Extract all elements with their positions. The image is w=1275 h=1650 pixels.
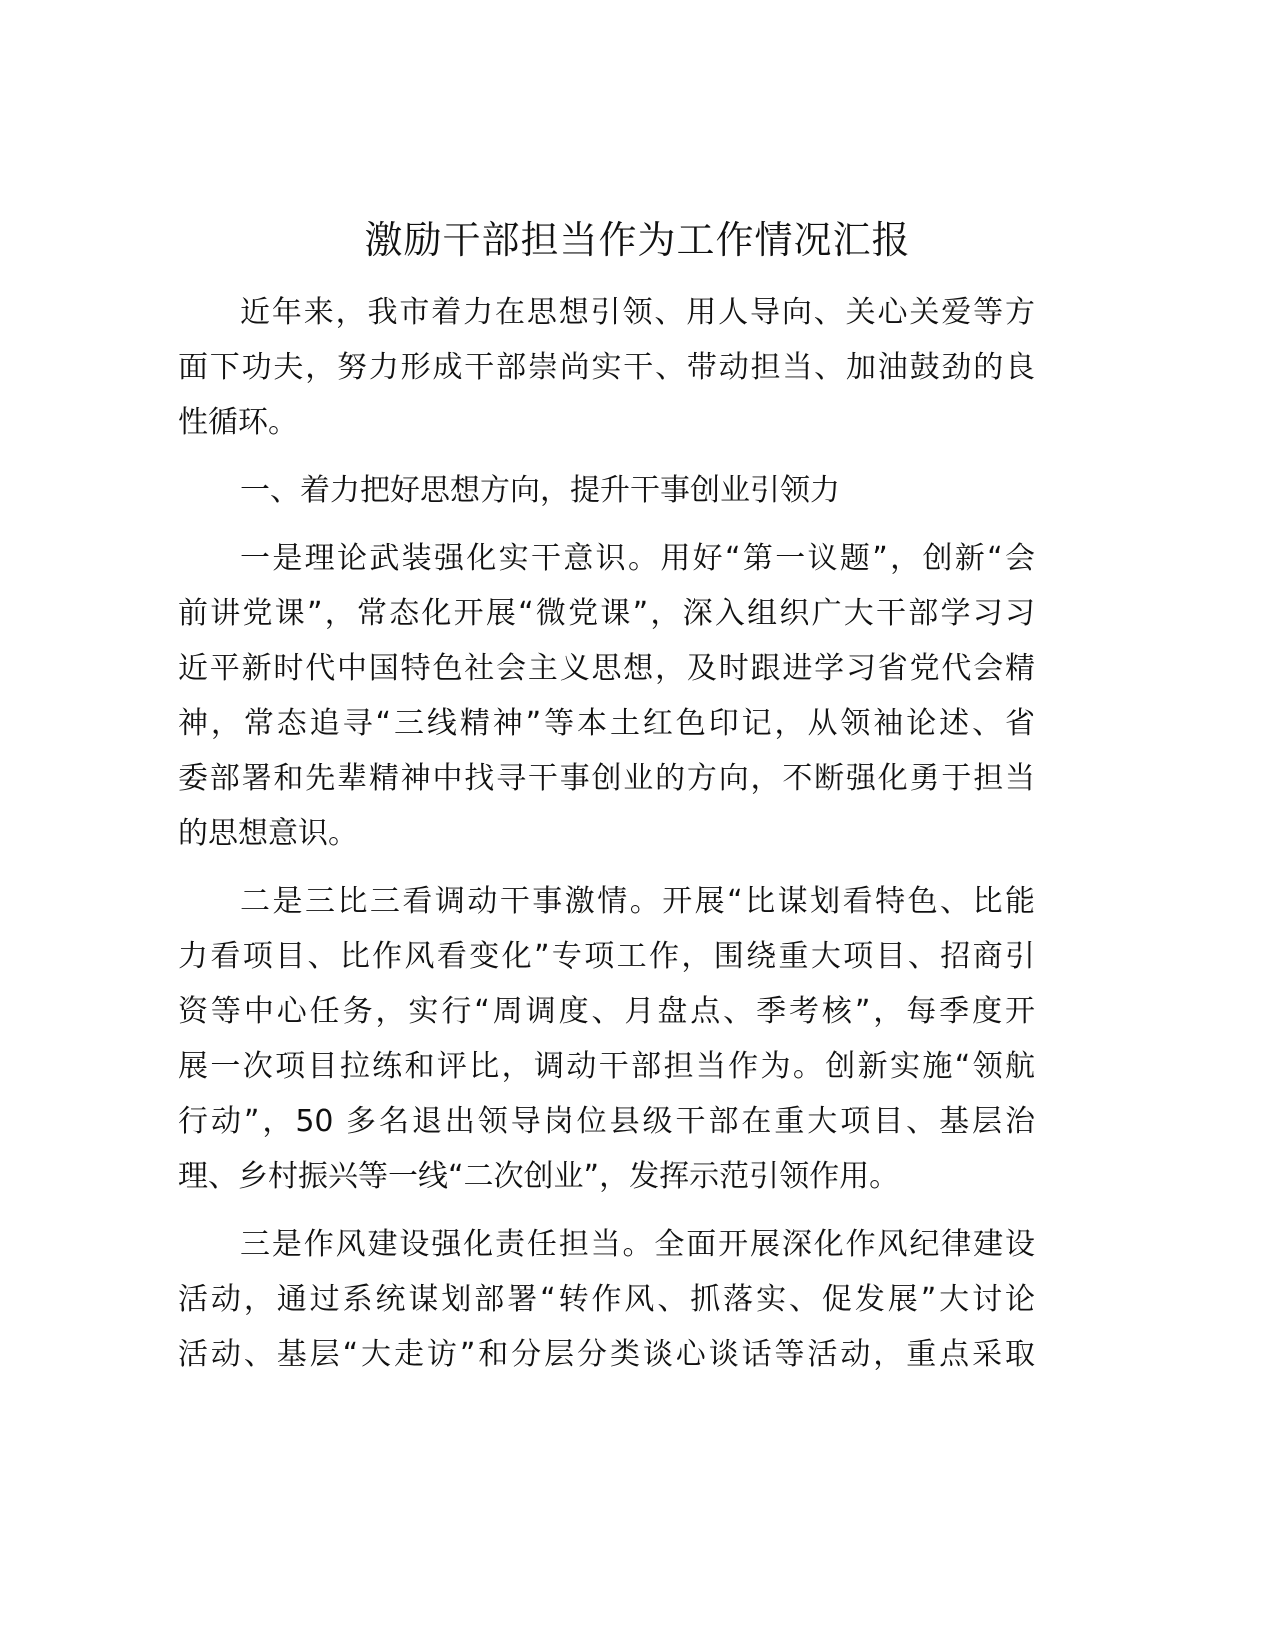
text-line: 面下功夫，努力形成干部崇尚实干、带动担当、加油鼓劲的良	[178, 350, 1035, 385]
text-line: 行动”，50 多名退出领导岗位县级干部在重大项目、基层治	[178, 1104, 1035, 1139]
text-line: 展一次项目拉练和评比，调动干部担当作为。创新实施“领航	[178, 1049, 1035, 1084]
text-line: 近平新时代中国特色社会主义思想，及时跟进学习省党代会精	[178, 651, 1035, 686]
text-line: 力看项目、比作风看变化”专项工作，围绕重大项目、招商引	[178, 939, 1035, 974]
text-line: 性循环。	[178, 405, 298, 440]
text-line: 一、着力把好思想方向，提升干事创业引领力	[240, 473, 840, 508]
text-line: 神，常态追寻“三线精神”等本土红色印记，从领袖论述、省	[178, 706, 1035, 741]
text-line: 活动、基层“大走访”和分层分类谈心谈话等活动，重点采取	[178, 1337, 1035, 1372]
text-line: 的思想意识。	[178, 816, 358, 851]
paragraph	[178, 285, 1035, 450]
text-line: 一是理论武装强化实干意识。用好“第一议题”，创新“会	[240, 541, 1035, 576]
text-line: 近年来，我市着力在思想引领、用人导向、关心关爱等方	[240, 295, 1035, 330]
text-line: 前讲党课”，常态化开展“微党课”，深入组织广大干部学习习	[178, 596, 1035, 631]
paragraph	[178, 1217, 1035, 1382]
text-line: 三是作风建设强化责任担当。全面开展深化作风纪律建设	[240, 1227, 1035, 1262]
section-heading	[178, 463, 1035, 518]
paragraph	[178, 874, 1035, 1204]
paragraph	[178, 531, 1035, 861]
text-line: 二是三比三看调动干事激情。开展“比谋划看特色、比能	[240, 884, 1035, 919]
text-line: 委部署和先辈精神中找寻干事创业的方向，不断强化勇于担当	[178, 761, 1035, 796]
text-line: 理、乡村振兴等一线“二次创业”，发挥示范引领作用。	[178, 1159, 900, 1194]
text-line: 资等中心任务，实行“周调度、月盘点、季考核”，每季度开	[178, 994, 1035, 1029]
text-line: 活动，通过系统谋划部署“转作风、抓落实、促发展”大讨论	[178, 1282, 1035, 1317]
document-title: 激励干部担当作为工作情况汇报	[364, 218, 911, 262]
document-body	[178, 285, 1035, 1395]
